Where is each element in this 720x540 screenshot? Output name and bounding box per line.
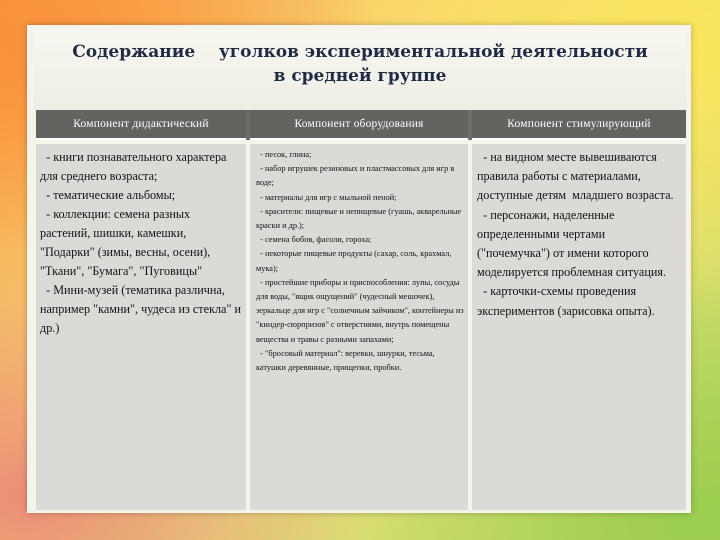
equipment-item: - семена бобов, фасоли, гороха; xyxy=(256,235,372,245)
stimulating-item: - на видном месте вывешиваются правила работы с материалами, доступные детям младшего возраста. xyxy=(477,150,674,203)
equipment-item: - "бросовый материал": веревки, шнурки, тесьма, катушки деревянные, прищепки, пробки. xyxy=(256,348,437,373)
title-line-1: Содержание уголков экспериментальной деятельности xyxy=(72,42,648,62)
stimulating-item: - карточки-схемы проведения экспериментов (зарисовка опыта). xyxy=(477,284,655,318)
page-title xyxy=(34,40,686,88)
equipment-item: - простейшие приборы и приспособления: лупы, сосуды для воды, "ящик ощущений" (чудесный мешочек), зеркальце для игр с "солнечным зайчиком", контейнеры из "киндер-сюрпризов" с отверстиями, внутрь помещены вещества и травы с разными запахами; xyxy=(256,277,466,344)
didactic-item: - тематические альбомы; xyxy=(40,188,176,202)
header-equipment: Компонент оборудования xyxy=(250,110,468,140)
cell-stimulating xyxy=(472,144,686,510)
content-table xyxy=(36,110,686,510)
cell-equipment xyxy=(250,144,468,510)
header-didactic: Компонент дидактический xyxy=(36,110,246,140)
stimulating-item: - персонажи, наделенные определенными чертами ("почемучка") от имени которого моделируется проблемная ситуация. xyxy=(477,207,667,280)
table-header-row xyxy=(36,110,686,140)
equipment-item: - красители: пищевые и непищевые (гуашь, акварельные краски и др.); xyxy=(256,206,464,231)
title-line-2: в средней группе xyxy=(273,66,447,86)
equipment-item: - материалы для игр с мыльной пеной; xyxy=(256,192,397,202)
didactic-item: - Мини-музей (тематика различна, например "камни", чудеса из стекла" и др.) xyxy=(40,283,245,335)
equipment-item: - песок, глина; xyxy=(256,150,312,159)
equipment-item: - некоторые пищевые продукты (сахар, соль, крахмал, мука); xyxy=(256,249,454,273)
didactic-item: - книги познавательного характера для среднего возраста; xyxy=(40,150,230,183)
equipment-item: - набор игрушек резиновых и пластмассовых для игр в воде; xyxy=(256,164,457,188)
cell-didactic xyxy=(36,144,246,510)
header-stimulating: Компонент стимулирующий xyxy=(472,110,686,140)
didactic-item: - коллекции: семена разных растений, шишки, камешки, "Подарки" (зимы, весны, осени), "Ткани", "Бумага", "Пуговицы" xyxy=(40,207,214,278)
